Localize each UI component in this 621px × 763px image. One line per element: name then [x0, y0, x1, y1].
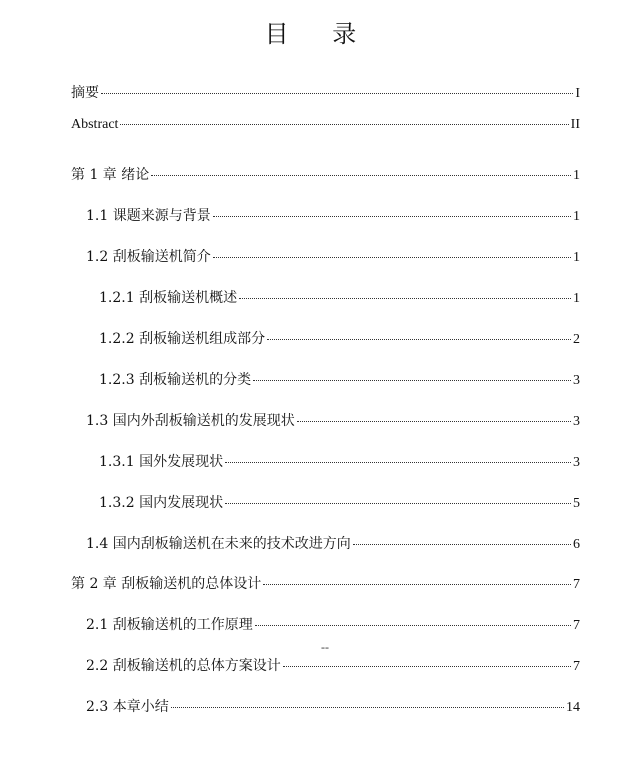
toc-leader-dots — [353, 544, 571, 545]
toc-leader-dots — [283, 666, 571, 667]
toc-entry-1-2[interactable] — [86, 248, 580, 266]
toc-leader-dots — [267, 339, 571, 340]
toc-entry-page: 3 — [573, 373, 580, 388]
page-marker: -- — [321, 640, 329, 654]
toc-entry-label: 1.2.1 刮板输送机概述 — [99, 290, 238, 306]
toc-entry-page: 3 — [573, 414, 580, 429]
toc-entry-page: II — [570, 117, 580, 132]
toc-entry-1-3[interactable] — [86, 412, 580, 430]
toc-entry-1-3-2[interactable] — [99, 494, 580, 512]
toc-leader-dots — [255, 625, 571, 626]
toc-entry-2-1[interactable] — [86, 616, 580, 634]
toc-entry-1-4[interactable] — [86, 535, 580, 553]
toc-entry-1-2-1[interactable] — [99, 289, 580, 307]
toc-leader-dots — [225, 503, 571, 504]
toc-entry-label: 1.1 课题来源与背景 — [86, 208, 211, 224]
toc-leader-dots — [171, 707, 564, 708]
toc-leader-dots — [120, 124, 568, 125]
toc-leader-dots — [213, 257, 571, 258]
toc-entry-page: I — [575, 86, 580, 101]
toc-entry-page: 1 — [573, 291, 580, 306]
toc-entry-1-2-2[interactable] — [99, 330, 580, 348]
toc-entry-label: 1.2 刮板输送机简介 — [86, 249, 211, 265]
toc-leader-dots — [263, 584, 571, 585]
toc-leader-dots — [239, 298, 571, 299]
toc-entry-label: 1.4 国内刮板输送机在未来的技术改进方向 — [86, 536, 351, 552]
toc-entry-page: 14 — [566, 700, 580, 715]
toc-entry-label: 摘要 — [71, 86, 99, 101]
toc-leader-dots — [253, 380, 571, 381]
toc-entry-abstract-cn[interactable] — [71, 85, 580, 103]
toc-leader-dots — [297, 421, 571, 422]
toc-entry-page: 7 — [573, 618, 580, 633]
toc-entry-page: 1 — [573, 250, 580, 265]
toc-entry-label: 2.3 本章小结 — [86, 699, 169, 715]
toc-entry-page: 6 — [573, 537, 580, 552]
toc-entry-1-3-1[interactable] — [99, 453, 580, 471]
toc-leader-dots — [151, 175, 571, 176]
toc-entry-chapter-1[interactable] — [71, 166, 580, 184]
toc-entry-page: 3 — [573, 455, 580, 470]
toc-title: 目 录 — [264, 20, 375, 48]
toc-entry-page: 5 — [573, 496, 580, 511]
toc-entry-label: 第 1 章 绪论 — [71, 167, 150, 183]
toc-entry-label: 1.2.3 刮板输送机的分类 — [99, 372, 252, 388]
toc-entry-abstract-en[interactable] — [71, 116, 580, 134]
toc-entry-label: 2.2 刮板输送机的总体方案设计 — [86, 658, 281, 674]
toc-entry-page: 2 — [573, 332, 580, 347]
toc-entry-page: 7 — [573, 577, 580, 592]
toc-leader-dots — [225, 462, 571, 463]
toc-entry-chapter-2[interactable] — [71, 575, 580, 593]
toc-entry-2-2[interactable] — [86, 657, 580, 675]
toc-entry-2-3[interactable] — [86, 698, 580, 716]
toc-entry-label: 1.3.1 国外发展现状 — [99, 454, 224, 470]
toc-entry-label: 1.3.2 国内发展现状 — [99, 495, 224, 511]
toc-entry-label: 第 2 章 刮板输送机的总体设计 — [71, 576, 262, 592]
toc-entry-page: 1 — [573, 209, 580, 224]
toc-entry-label: Abstract — [71, 117, 119, 132]
toc-entry-page: 1 — [573, 168, 580, 183]
toc-entry-label: 2.1 刮板输送机的工作原理 — [86, 617, 253, 633]
toc-entry-label: 1.2.2 刮板输送机组成部分 — [99, 331, 266, 347]
toc-entry-label: 1.3 国内外刮板输送机的发展现状 — [86, 413, 295, 429]
toc-leader-dots — [213, 216, 571, 217]
toc-entry-1-2-3[interactable] — [99, 371, 580, 389]
toc-entry-page: 7 — [573, 659, 580, 674]
toc-leader-dots — [101, 93, 573, 94]
toc-entry-1-1[interactable] — [86, 207, 580, 225]
